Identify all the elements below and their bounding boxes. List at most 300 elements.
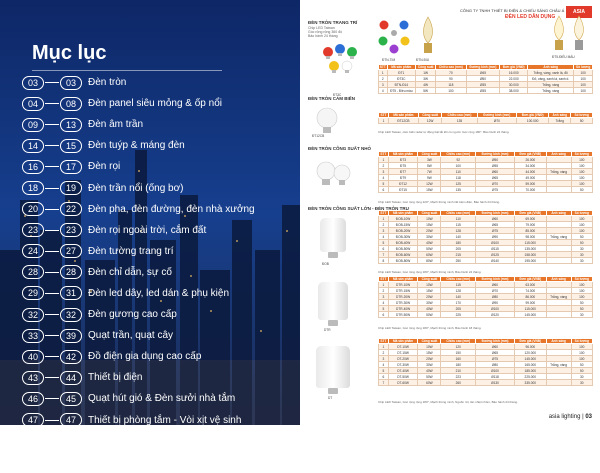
- table-cell: 115: [441, 222, 476, 228]
- page-footer: asia lighting | 03: [548, 414, 592, 420]
- table-cell: 9W: [418, 175, 441, 181]
- table-cell: 50: [571, 240, 592, 246]
- toc-page-to: 08: [60, 97, 82, 111]
- table-cell: 50W: [418, 246, 441, 252]
- table-cell: 59.000: [514, 181, 546, 187]
- table-cell: Ø60: [476, 216, 515, 222]
- toc-item[interactable]: [22, 346, 292, 367]
- table-cell: Ø50: [476, 157, 515, 163]
- table-cell: 135: [441, 187, 476, 193]
- table-cell: 2: [379, 222, 389, 228]
- toc-page-to: 31: [60, 286, 82, 300]
- table-cell: 128: [441, 288, 476, 294]
- toc-page-from: 16: [22, 160, 44, 174]
- dtr-img-label: DTR: [324, 328, 331, 332]
- table-cell: 30W: [418, 234, 441, 240]
- table-cell: 30W: [418, 300, 441, 306]
- footer-brand: asia lighting: [548, 414, 581, 420]
- table-cell: 10W: [418, 216, 441, 222]
- table-cell: Ø45: [466, 70, 500, 76]
- table-cell: 30: [571, 374, 592, 380]
- table-cell: Ø100: [476, 240, 515, 246]
- dob-bulb-image: [320, 218, 346, 252]
- toc-item-label: Đèn led dây, led dán & phụ kiện: [88, 287, 230, 299]
- toc-item[interactable]: [22, 220, 292, 241]
- brand-logo: ASIA: [566, 6, 592, 18]
- toc-page-from: 40: [22, 350, 44, 364]
- toc-item[interactable]: [22, 262, 292, 283]
- table-row: [379, 380, 593, 386]
- table-cell: Ø70: [476, 288, 515, 294]
- table-cell: 100: [571, 175, 592, 181]
- table-cell: DT-30W: [388, 362, 418, 368]
- toc-item-label: Quạt hút gió & Đèn sưởi nhà tắm: [88, 393, 236, 405]
- table-cell: 1: [379, 282, 389, 288]
- toc-dash: [45, 251, 59, 252]
- toc-dash: [45, 420, 59, 421]
- table-cell: 100: [574, 76, 593, 82]
- table-cell: 115.000: [514, 240, 546, 246]
- table-header-cell: Đường kính (mm): [476, 277, 515, 282]
- table-cell: Ø80: [476, 362, 515, 368]
- toc-page-from: 09: [22, 118, 44, 132]
- table-cell: ĐT15: [388, 187, 418, 193]
- toc-page-from: 48: [22, 434, 44, 448]
- table-cell: DTR-10W: [388, 282, 418, 288]
- table-header-cell: Đơn giá (VNĐ): [517, 113, 549, 118]
- table-cell: ĐT1: [387, 70, 416, 76]
- table-cell: 10W: [418, 344, 441, 350]
- table-cell: 60W: [418, 380, 441, 386]
- table-cell: 4: [379, 175, 389, 181]
- table-cell: 225: [441, 312, 476, 318]
- table-header-row: [379, 277, 593, 282]
- table-cell: 140: [441, 294, 476, 300]
- table-cell: 4: [379, 88, 388, 94]
- table-cell: 50: [571, 362, 592, 368]
- table-cell: 15W: [418, 350, 441, 356]
- toc-page-from: 04: [22, 97, 44, 111]
- toc-item[interactable]: [22, 177, 292, 198]
- table-cell: 50: [571, 300, 592, 306]
- toc-page-to: 17: [60, 160, 82, 174]
- toc-page-to: 28: [60, 265, 82, 279]
- toc-page-to: 23: [60, 223, 82, 237]
- table-cell: Ø100: [476, 306, 515, 312]
- table-cell: 49.000: [514, 175, 546, 181]
- table-cell: 15W: [418, 288, 441, 294]
- section-title-large: ĐÈN TRÒN CÔNG SUẤT LỚN - ĐÈN TRÒN TRỤ: [308, 206, 409, 211]
- section-title-small: ĐÈN TRÒN CÔNG SUẤT NHỎ: [308, 146, 371, 151]
- table-header-cell: Công suất: [418, 152, 441, 157]
- table-header-cell: Mã sản phẩm: [388, 152, 418, 157]
- table-cell: Ø55: [476, 163, 515, 169]
- company-name: CÔNG TY TNHH THIẾT BỊ ĐIỆN & CHIẾU SÁNG CHÂU Á: [460, 8, 565, 13]
- toc-item[interactable]: [22, 93, 292, 114]
- table-cell: Ø65: [476, 222, 515, 228]
- toc-item[interactable]: [22, 304, 292, 325]
- table-cell: Trắng, vàng: [528, 88, 574, 94]
- table-cell: DT-50W: [388, 374, 418, 380]
- table-header-cell: Mã sản phẩm: [388, 277, 418, 282]
- table-cell: 6: [379, 374, 389, 380]
- table-cell: 74.000: [514, 288, 546, 294]
- dtr-bulb-image: [318, 282, 348, 320]
- toc-page-from: 47: [22, 413, 44, 427]
- decor-label-4: ĐT5-ĐIỂU MÀU: [552, 55, 575, 59]
- table-cell: Ø90: [476, 300, 515, 306]
- table-cell: 158.000: [514, 252, 546, 258]
- table-cell: 185.000: [514, 368, 546, 374]
- table-cell: Ø120: [476, 312, 515, 318]
- table-cell: 38.000: [500, 88, 528, 94]
- decor-cluster-image: [378, 17, 410, 57]
- table-cell: 250: [441, 258, 476, 264]
- table-cell: Ø130: [476, 380, 515, 386]
- table-cell: DT-40W: [388, 368, 418, 374]
- toc-item-label: Đèn tường trang trí: [88, 245, 174, 257]
- table-cell: 115.000: [514, 306, 546, 312]
- toc-page-from: 23: [22, 223, 44, 237]
- dt-note: Chip LED Taiwan, Góc rộng rộng 180°, Mạch thông minh, Nguồn rời, tản nhiệt nhôm, Bảo hành 24 tháng.: [378, 400, 518, 404]
- toc-page-to: 50: [60, 455, 82, 469]
- toc-item-label: Đèn gương cao cấp: [88, 309, 177, 321]
- table-cell: 100: [571, 163, 592, 169]
- table-cell: 12W: [418, 181, 441, 187]
- section-title-sensor: ĐÈN TRÒN CẢM BIẾN: [308, 96, 355, 101]
- table-cell: 4: [379, 300, 389, 306]
- toc-page-to: 27: [60, 244, 82, 258]
- table-cell: 2: [379, 76, 388, 82]
- toc-dash: [45, 82, 59, 83]
- table-cell: ĐOB-60W: [388, 252, 418, 258]
- table-header-cell: Đường kính (mm): [466, 65, 500, 70]
- table-header-cell: Đơn giá (VNĐ): [514, 339, 546, 344]
- table-header-cell: Số lượng: [571, 339, 592, 344]
- table-cell: Ø140: [476, 258, 515, 264]
- table-cell: 26.000: [514, 157, 546, 163]
- table-cell: Ø35: [466, 88, 500, 94]
- dt-bulb-image: [316, 346, 350, 388]
- table-header-cell: STT: [380, 152, 387, 156]
- table-header-cell: Đơn giá (VNĐ): [514, 152, 546, 157]
- table-cell: 100: [441, 163, 476, 169]
- table-cell: 98.000: [514, 234, 546, 240]
- table-header-cell: Chiều cao (mm): [441, 211, 476, 216]
- table-cell: Trắng, vàng: [546, 362, 571, 368]
- table-cell: 7: [379, 252, 389, 258]
- table-cell: 115: [441, 282, 476, 288]
- table-cell: 100: [571, 216, 592, 222]
- table-cell: ĐOB-10W: [388, 216, 418, 222]
- table-cell: 92: [441, 157, 476, 163]
- table-cell: 110: [441, 216, 476, 222]
- table-cell: Ø118: [476, 374, 515, 380]
- table-header-cell: Đường kính (mm): [476, 211, 515, 216]
- toc-item-label: Đèn đội đầu & Đèn bàn học sinh: [88, 435, 232, 447]
- table-cell: 20W: [418, 294, 441, 300]
- table-cell: Ø100: [476, 368, 515, 374]
- table-cell: ĐT3C: [387, 76, 416, 82]
- table-cell: Đỏ, vàng, xanh lá, xanh d.: [528, 76, 574, 82]
- toc-dash: [45, 103, 59, 104]
- decor-label-2: ĐTN-TIM: [382, 58, 396, 62]
- toc-dash: [45, 230, 59, 231]
- table-header-cell: Đường kính (mm): [477, 113, 516, 118]
- table-row: [379, 118, 593, 124]
- table-row: [379, 312, 593, 318]
- table-header-cell: Đường kính (mm): [476, 339, 515, 344]
- dt-img-label: DT: [328, 396, 333, 400]
- table-cell: 5: [379, 181, 389, 187]
- table-cell: 135: [442, 118, 477, 124]
- toc-item[interactable]: [22, 135, 292, 156]
- toc-item[interactable]: [22, 431, 292, 452]
- table-cell: ĐT5 - Điều màu: [387, 88, 416, 94]
- toc-item-label: Đèn rọi ngoài trời, cắm đất: [88, 224, 207, 236]
- toc-page-from: 18: [22, 181, 44, 195]
- table-header-cell: Công suất: [418, 277, 441, 282]
- toc-item[interactable]: [22, 156, 292, 177]
- toc-item[interactable]: [22, 114, 292, 135]
- table-cell: 2: [379, 350, 389, 356]
- toc-item-label: Đèn tròn: [88, 77, 127, 89]
- table-cell: Trắng, vàng, xanh lá, đỏ: [528, 70, 574, 76]
- table-cell: 6: [379, 246, 389, 252]
- table-header-row: [379, 339, 593, 344]
- small-price-table: [378, 151, 593, 193]
- table-cell: 30: [571, 312, 592, 318]
- toc-divider: [32, 70, 222, 71]
- table-cell: 118: [436, 82, 466, 88]
- table-cell: 5W: [418, 163, 441, 169]
- table-cell: 100: [571, 344, 592, 350]
- toc-page-to: 15: [60, 139, 82, 153]
- table-header-cell: Công suất: [416, 65, 436, 70]
- toc-item[interactable]: [22, 241, 292, 262]
- table-cell: 10W: [418, 282, 441, 288]
- toc-item[interactable]: [22, 325, 292, 346]
- table-header-cell: Ánh sáng: [528, 65, 574, 70]
- table-header-cell: Chiều cao (mm): [436, 65, 466, 70]
- sensor-price-table: [378, 112, 593, 124]
- toc-item-label: Đồ điện gia dụng cao cấp: [88, 351, 202, 363]
- toc-item-label: Thiết bị phòng tắm - Vòi xịt vệ sinh: [88, 414, 242, 426]
- table-cell: DT-10W: [388, 344, 418, 350]
- table-cell: 1: [379, 118, 389, 124]
- toc-page-from: 43: [22, 371, 44, 385]
- table-cell: 30W: [418, 362, 441, 368]
- page-number: 03: [585, 414, 592, 420]
- table-cell: 118: [441, 175, 476, 181]
- toc-page-to: 45: [60, 392, 82, 406]
- toc-page-to: 22: [60, 202, 82, 216]
- table-cell: 100: [571, 228, 592, 234]
- toc-title: Mục lục: [32, 42, 107, 64]
- dtr-price-table: [378, 276, 593, 318]
- table-header-cell: Mã sản phẩm: [388, 113, 418, 118]
- toc-page-from: 33: [22, 329, 44, 343]
- toc-dash: [45, 124, 59, 125]
- table-header-cell: Ánh sáng: [546, 211, 571, 216]
- table-cell: 20W: [418, 228, 441, 234]
- table-cell: 40W: [418, 368, 441, 374]
- table-cell: 96.000: [514, 344, 546, 350]
- table-header-cell: Số lượng: [571, 113, 593, 118]
- decor-img-label: ĐT3C: [333, 93, 342, 97]
- toc-page-to: 44: [60, 371, 82, 385]
- decor-bulbs-image: [320, 40, 360, 92]
- table-cell: 40W: [418, 306, 441, 312]
- table-header-cell: Ánh sáng: [546, 277, 571, 282]
- table-header-cell: STT: [379, 65, 386, 69]
- toc-page-from: 03: [22, 76, 44, 90]
- toc-item-label: Đèn chỉ dẫn, sự cố: [88, 266, 172, 278]
- toc-dash: [45, 145, 59, 146]
- table-cell: Ø35: [466, 82, 500, 88]
- table-cell: 100: [574, 70, 593, 76]
- table-cell: 100: [571, 356, 592, 362]
- table-cell: 1: [379, 216, 389, 222]
- table-header-cell: Đơn giá (VNĐ): [514, 211, 546, 216]
- small-bulbs-image: [314, 158, 354, 194]
- table-cell: 100: [571, 181, 592, 187]
- table-cell: 260: [441, 380, 476, 386]
- table-cell: ĐT5: [388, 163, 418, 169]
- toc-item[interactable]: [22, 388, 292, 409]
- table-cell: 100: [574, 82, 593, 88]
- table-cell: 6: [379, 187, 389, 193]
- table-header-cell: Số lượng: [574, 65, 593, 70]
- table-cell: ĐT7: [388, 169, 418, 175]
- table-header-row: [379, 211, 593, 216]
- toc-page-to: 19: [60, 181, 82, 195]
- table-cell: 5: [379, 240, 389, 246]
- table-cell: ĐOB-30W: [388, 234, 418, 240]
- table-cell: DTR-50W: [388, 312, 418, 318]
- table-cell: 30: [571, 380, 592, 386]
- table-cell: DTR-30W: [388, 300, 418, 306]
- toc-dash: [45, 398, 59, 399]
- toc-item[interactable]: [22, 410, 292, 431]
- table-cell: 100: [571, 350, 592, 356]
- table-cell: 34.000: [514, 163, 546, 169]
- table-cell: 210: [441, 368, 476, 374]
- flame-bulb-image: [545, 12, 593, 54]
- table-cell: 110: [441, 169, 476, 175]
- table-cell: Ø75: [476, 228, 515, 234]
- toc-list: [22, 72, 292, 473]
- toc-item-label: Đèn pha, đèn đường, đèn nhà xưởng: [88, 203, 255, 215]
- table-cell: 100.000: [517, 118, 549, 124]
- price-page: [300, 0, 600, 425]
- decor-sub-1: Chip LED Taiwan: [308, 26, 335, 30]
- toc-page-from: 24: [22, 244, 44, 258]
- table-cell: ĐOB-80W: [388, 258, 418, 264]
- table-cell: 125: [441, 181, 476, 187]
- table-cell: Ø60: [476, 344, 515, 350]
- table-cell: 225.000: [514, 374, 546, 380]
- table-cell: Trắng, vàng: [546, 234, 571, 240]
- table-cell: ĐT3: [388, 157, 418, 163]
- table-cell: Ø65: [476, 350, 515, 356]
- toc-item-label: Tủ sấy quần áo: [88, 456, 157, 468]
- toc-item[interactable]: [22, 199, 292, 220]
- toc-item-label: Đèn tuýp & máng đèn: [88, 140, 185, 152]
- toc-page-to: 03: [60, 76, 82, 90]
- table-cell: 85.000: [514, 228, 546, 234]
- table-cell: Ø70: [477, 118, 516, 124]
- toc-item[interactable]: [22, 283, 292, 304]
- toc-item[interactable]: [22, 452, 292, 473]
- table-cell: Ø60: [476, 282, 515, 288]
- toc-page-from: 14: [22, 139, 44, 153]
- toc-item[interactable]: [22, 72, 292, 93]
- table-header-cell: Số lượng: [571, 152, 592, 157]
- table-cell: 165.000: [514, 362, 546, 368]
- table-header-cell: STT: [380, 339, 387, 343]
- table-header-cell: Số lượng: [571, 211, 592, 216]
- toc-item[interactable]: [22, 367, 292, 388]
- toc-dash: [45, 272, 59, 273]
- table-cell: DTR-40W: [388, 306, 418, 312]
- table-cell: 44.000: [514, 169, 546, 175]
- toc-page-to: 32: [60, 308, 82, 322]
- table-cell: 215: [441, 252, 476, 258]
- dtr-bulb-cap: [328, 320, 338, 326]
- table-header-cell: Công suất: [418, 211, 441, 216]
- table-header-cell: Chiều cao (mm): [441, 152, 476, 157]
- table-row: [379, 258, 593, 264]
- dob-note: Chip LED Taiwan, Góc rộng rộng 180°, Mạch thông minh, Bảo hành 24 tháng.: [378, 270, 482, 274]
- table-cell: 205: [441, 246, 476, 252]
- dt-bulb-cap: [328, 388, 338, 394]
- table-cell: 135.000: [514, 246, 546, 252]
- table-cell: 145.000: [514, 356, 546, 362]
- table-row: [379, 187, 593, 193]
- dob-bulb-cap: [328, 252, 338, 258]
- decor-price-table: [378, 64, 593, 94]
- table-cell: Trắng, vàng: [528, 82, 574, 88]
- table-cell: Ø60: [476, 169, 515, 175]
- toc-page-to: 49: [60, 434, 82, 448]
- table-cell: Ø125: [476, 252, 515, 258]
- toc-dash: [45, 356, 59, 357]
- table-cell: 128: [441, 228, 476, 234]
- table-cell: 100: [571, 282, 592, 288]
- table-cell: Ø115: [476, 246, 515, 252]
- table-cell: 60W: [418, 252, 441, 258]
- table-header-cell: Chiều cao (mm): [442, 113, 477, 118]
- table-header-cell: Ánh sáng: [546, 152, 571, 157]
- toc-dash: [45, 293, 59, 294]
- toc-item-label: Đèn trần nổi (ống bơ): [88, 182, 184, 194]
- table-header-cell: Công suất: [418, 113, 441, 118]
- table-cell: 195.000: [514, 258, 546, 264]
- table-cell: 50: [571, 187, 592, 193]
- table-header-cell: Số lượng: [571, 277, 592, 282]
- toc-dash: [45, 335, 59, 336]
- table-cell: 30.000: [500, 82, 528, 88]
- table-cell: DT-15W: [388, 350, 418, 356]
- toc-page-from: 50: [22, 455, 44, 469]
- table-header-cell: Mã sản phẩm: [388, 339, 418, 344]
- table-header-cell: Công suất: [418, 339, 441, 344]
- toc-dash: [45, 314, 59, 315]
- table-cell: 50W: [418, 374, 441, 380]
- table-cell: 223: [441, 374, 476, 380]
- table-cell: ĐTN-Đ14: [387, 82, 416, 88]
